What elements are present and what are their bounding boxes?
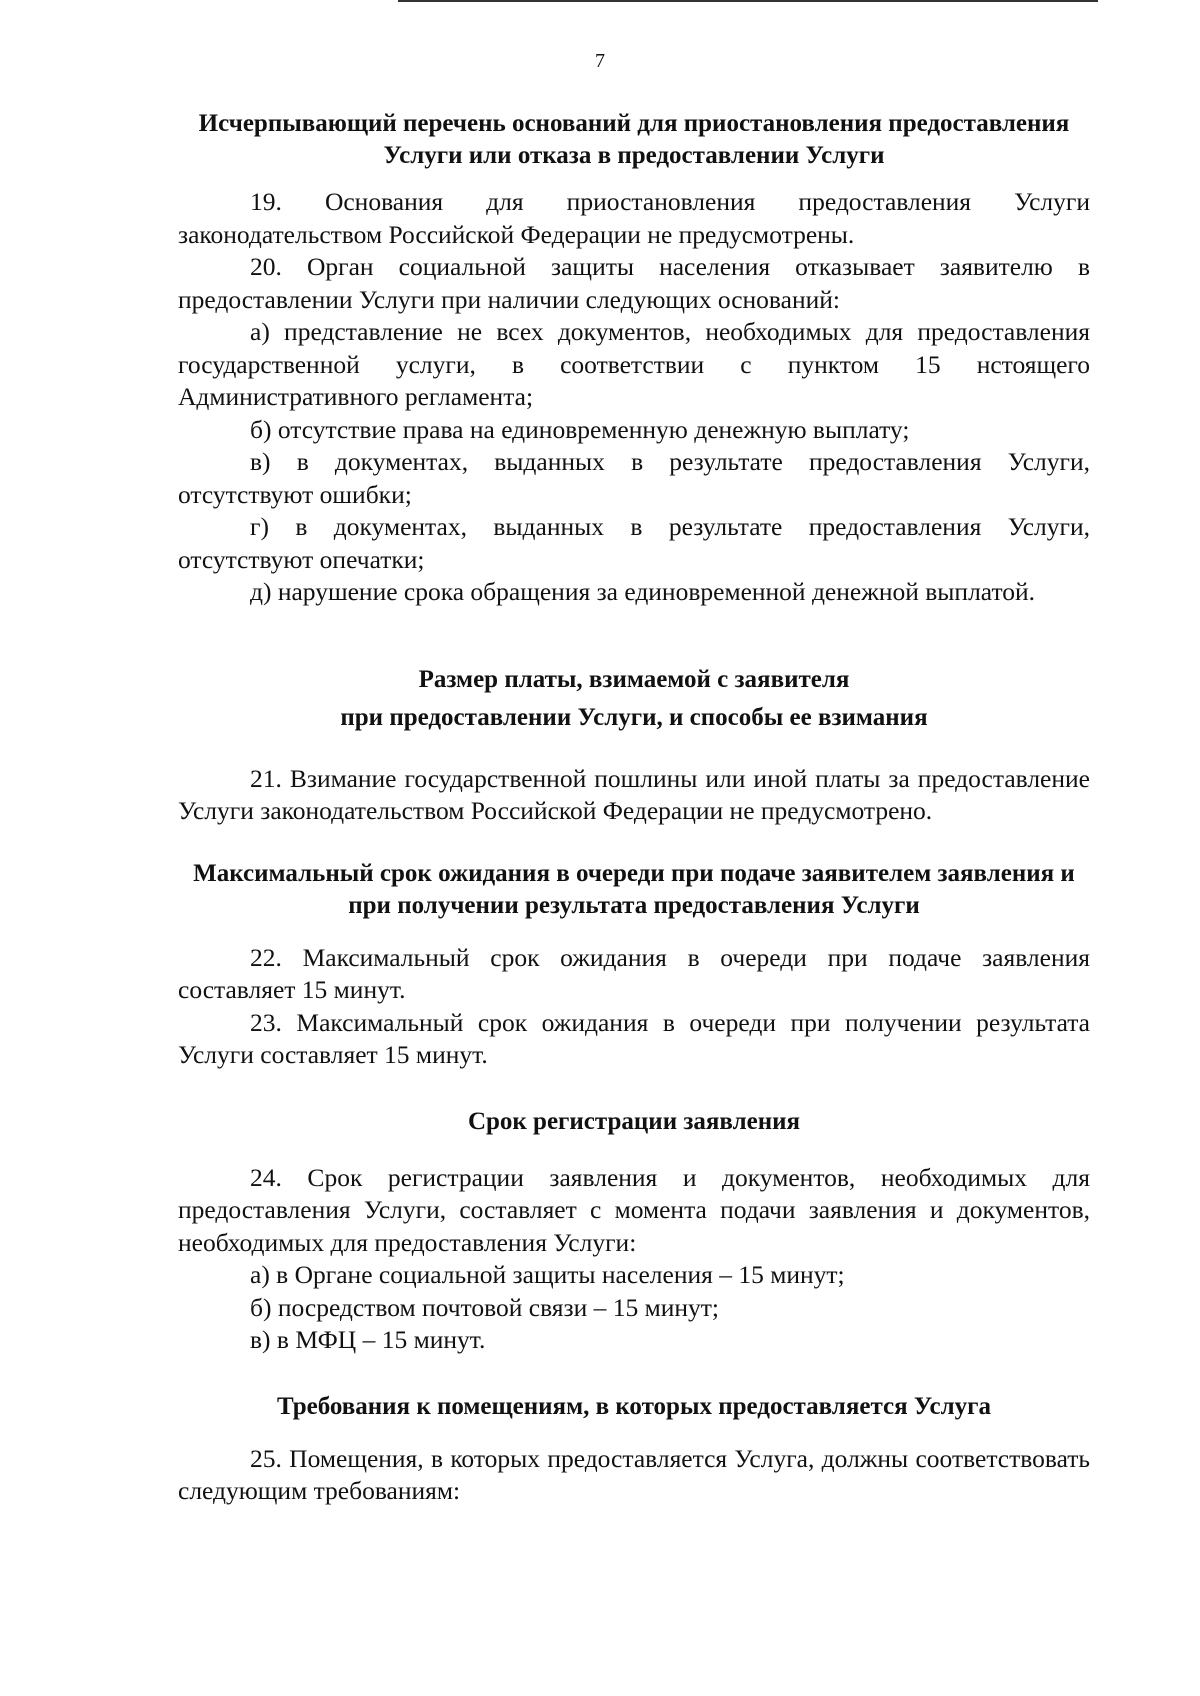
page-number: 7 <box>595 50 605 72</box>
list-item-b: б) отсутствие права на единовременную денежную выплату; <box>250 414 910 444</box>
paragraph-22: 22. Максимальный срок ожидания в очереди при подаче заявления составляет 15 минут. <box>178 942 1090 1004</box>
paragraph-21: 21. Взимание государственной пошлины или иной платы за предоставление Услуги законодательством Российской Федерации не предусмотрено. <box>178 763 1090 825</box>
paragraph-19: 19. Основания для приостановления предоставления Услуги законодательством Российской Федерации не предусмотрены. <box>178 187 1090 249</box>
section-heading-grounds-refusal: Исчерпывающий перечень оснований для приостановления предоставления Услуги или отказа в предоставлении Услуги <box>198 110 1070 169</box>
paragraph-25: 25. Помещения, в которых предоставляется Услуга, должны соответствовать следующим требованиям: <box>178 1443 1090 1505</box>
section-heading-fee-line1: Размер платы, взимаемой с заявителя <box>418 665 850 693</box>
list-item-g: г) в документах, выданных в результате предоставления Услуги, отсутствуют опечатки; <box>178 512 1090 574</box>
section-heading-fee-line2: при предоставлении Услуги, и способы ее взимания <box>340 703 928 731</box>
section-heading-fee <box>178 661 1090 737</box>
section-heading-registration: Срок регистрации заявления <box>467 1107 801 1135</box>
top-rule <box>398 0 1098 2</box>
paragraph-23: 23. Максимальный срок ожидания в очереди при получении результата Услуги составляет 15 минут. <box>178 1007 1090 1069</box>
list-item-d: д) нарушение срока обращения за единовременной денежной выплатой. <box>250 577 1036 606</box>
list-item-v: в) в документах, выданных в результате предоставления Услуги, отсутствуют ошибки; <box>178 447 1090 509</box>
list-item-b-registration: б) посредством почтовой связи – 15 минут; <box>250 1292 720 1322</box>
list-item-a-registration: а) в Органе социальной защиты населения – 15 минут; <box>250 1260 845 1289</box>
section-heading-premises: Требования к помещениям, в которых предоставляется Услуга <box>276 1392 992 1420</box>
paragraph-24: 24. Срок регистрации заявления и документов, необходимых для предоставления Услуги, составляет с момента подачи заявления и документов, необходимых для предоставления Услуги: <box>178 1162 1090 1257</box>
list-item-a: а) представление не всех документов, необходимых для предоставления государственной услуги, в соответствии с пунктом 15 нстоящего Административного регламента; <box>178 317 1090 411</box>
list-item-v-registration: в) в МФЦ – 15 минут. <box>250 1325 486 1354</box>
page-content <box>178 108 1090 1508</box>
paragraph-20: 20. Орган социальной защиты населения отказывает заявителю в предоставлении Услуги при наличии следующих оснований: <box>178 252 1090 314</box>
section-heading-queue-time: Максимальный срок ожидания в очереди при подаче заявителем заявления и при получении результата предоставления Услуги <box>193 859 1075 919</box>
